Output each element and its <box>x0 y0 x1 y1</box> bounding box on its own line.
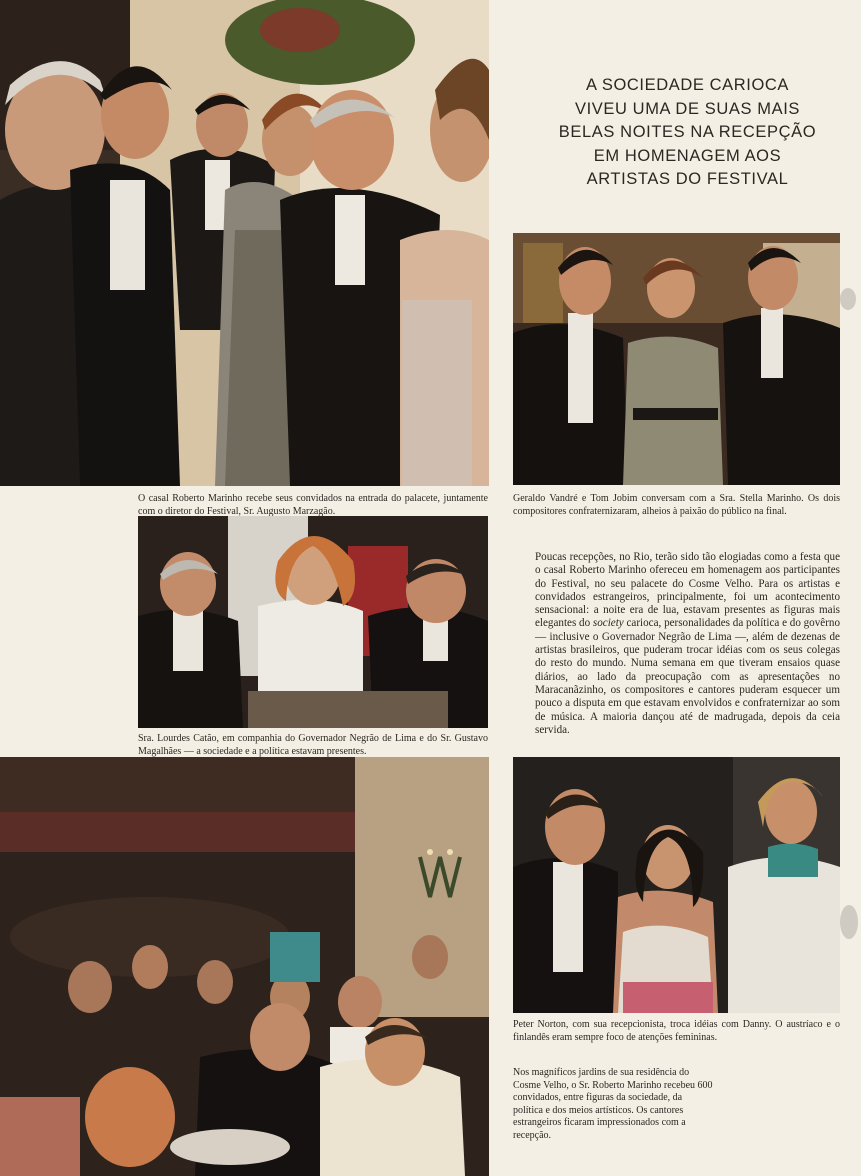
photo-reception-entrance <box>0 0 489 486</box>
page-stain <box>840 905 858 939</box>
article-body <box>535 551 840 737</box>
photo-vandre-jobim-stella <box>513 233 840 485</box>
caption-dinner-hall: Nos magníficos jardins de sua residência do Cosme Velho, o Sr. Roberto Marinho recebeu 600 convidados, entre figuras da sociedade, da política e dos meios artísticos. Os cantores estrangeiros ficaram impressionados com a recepção. <box>513 1067 713 1141</box>
headline-line: A SOCIEDADE CARIOCA <box>585 76 790 94</box>
photo-lourdes-catao <box>138 516 488 728</box>
caption-peter-norton: Peter Norton, com sua recepcionista, troca idéias com Danny. O austríaco e o finlandês eram sempre foco de atenções femininas. <box>513 1019 840 1043</box>
article-text: Poucas recepções, no Rio, terão sido tão elogiadas como a festa que o casal Roberto Marinho ofereceu em homenagem aos participantes do Festival, no seu palacete do Cosme Velho. Para os artistas e convidados estrangeiros, principalmente, foi um acontecimento sensacional: a noite era de lua, estavam presentes as figuras mais elegantes do <box>535 551 840 630</box>
caption-vandre-jobim: Geraldo Vandré e Tom Jobim conversam com a Sra. Stella Marinho. Os dois compositores confraternizaram, alheios à paixão do público na final. <box>513 493 840 517</box>
photo-dinner-hall <box>0 757 489 1176</box>
caption-reception-entrance: O casal Roberto Marinho recebe seus convidados na entrada do palacete, juntamente com o diretor do Festival, Sr. Augusto Marzagão. <box>138 493 488 517</box>
headline-line: EM HOMENAGEM AOS <box>593 146 782 165</box>
caption-lourdes-catao: Sra. Lourdes Catão, em companhia do Governador Negrão de Lima e do Sr. Gustavo Magalhães — a sociedade e a política estavam presentes. <box>138 733 488 757</box>
headline-line: VIVEU UMA DE SUAS MAIS <box>574 99 800 118</box>
article-italic-word: society <box>592 617 624 630</box>
headline-line: BELAS NOITES NA RECEPÇÃO <box>558 123 817 141</box>
headline <box>520 74 855 192</box>
headline-line: ARTISTAS DO FESTIVAL <box>586 170 789 188</box>
photo-peter-norton-danny <box>513 757 840 1013</box>
article-text: carioca, personalidades da política e do govêrno — inclusive o Governador Negrão de Lima —, além de dezenas de artistas brasileiros, que puderam trocar idéias com os seus colegas do resto do mundo. Numa semana em que tiveram ensaios quase diários, ao lado da preocupação com as apresentações no Maracanãzinho, os compositores e cantores puderam esquecer um pouco a disputa em que estavam envolvidos e confraternizar ao som de música. A maioria dançou até de madrugada, depois da ceia servida. <box>535 617 840 736</box>
page-stain <box>840 288 856 310</box>
